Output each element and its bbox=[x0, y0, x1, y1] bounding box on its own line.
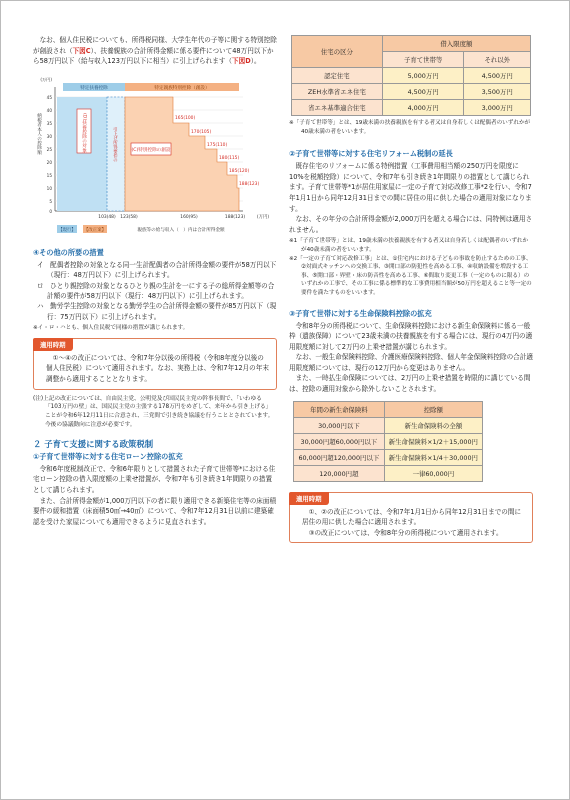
table-row bbox=[294, 417, 483, 433]
sub3-title: ③子育て世帯に対する生命保険料控除の拡充 bbox=[289, 308, 432, 318]
table-cell: 60,000円超120,000円以下 bbox=[294, 449, 385, 465]
section4-title: ④その他の所要の措置 bbox=[33, 247, 104, 257]
section4-item: ロ ひとり親控除の対象となるひとり親の生計を一にする子の総所得金額等の合計額の要件が58万円以下（現行：48万円以下）に引上げられます。 bbox=[37, 281, 275, 300]
deduction-chart-svg bbox=[33, 73, 277, 241]
table-cell: 3,000万円 bbox=[464, 100, 531, 116]
figure-ref-d: 下図D bbox=[232, 57, 251, 66]
label-d: (D)扶養控除の対象 bbox=[81, 112, 87, 153]
table-cell: 5,000万円 bbox=[382, 68, 464, 84]
legend-text: 親族等の給与収入（ ）内は合計所得金額 bbox=[137, 227, 225, 233]
right-column bbox=[289, 35, 533, 548]
table-cell: 新生命保険料の全額 bbox=[384, 417, 482, 433]
sub2-paragraph-1: 既存住宅のリフォームに係る特例措置（工事費用相当額の250万円を限度に10%を税額控除）について、令和7年も引き続き1年間限りの措置として講じられます。子育て世帯等*1が居住用家屋に一定の子育て対応改修工事*2を行い、令和7年1月1日から同年12月31日までの間に居住の用に供した場合の適用対象になります。 bbox=[289, 162, 532, 213]
y-tick-labels bbox=[40, 76, 52, 214]
sub3-paragraph-1: 令和8年分の所得税について、生命保険料控除における新生命保険料に係る一般枠（遺族保障）について23歳未満の扶養親族を有する場合には、現行の4万円の適用限度額に対して2万円の上乗せ措置が講じられます。 bbox=[289, 321, 533, 351]
deduction-chart bbox=[33, 73, 277, 241]
table-header: 年間の新生命保険料 bbox=[294, 401, 385, 417]
y-tick: 35 bbox=[46, 120, 52, 126]
y-tick: 45 bbox=[46, 94, 52, 100]
intro-text-3: ）。 bbox=[250, 57, 261, 66]
left-column bbox=[33, 35, 277, 527]
loan-limit-table bbox=[291, 35, 531, 116]
y-tick: 30 bbox=[46, 133, 52, 139]
x-tick: 188(123) bbox=[224, 214, 246, 220]
step-label: 165(100) bbox=[175, 115, 196, 121]
x-unit: (万円) bbox=[256, 214, 270, 220]
table-cell: 新生命保険料×1/2＋15,000円 bbox=[384, 433, 482, 449]
step-label: 188(123) bbox=[239, 181, 260, 187]
table-cell: 3,500万円 bbox=[464, 84, 531, 100]
insurance-deduction-table bbox=[293, 401, 483, 482]
table-cell: 省エネ基準適合住宅 bbox=[292, 100, 383, 116]
y-tick: 20 bbox=[46, 159, 52, 165]
sub2-note-2: ※2「一定の子育て対応改修工事」とは、①住宅内における子どもの事故を防止するための工事、②対面式キッチンへの交換工事、③開口部の防犯性を高める工事、④収納設備を増設する工事、⑤開口部・界壁・床の防音性を高める工事、⑥間取り変更工事（一定のものに限る）のいずれかの工事で、その工事に係る標準的な工事費用相当額が50万円を超えること等一定の要件を満たすものをいいます。 bbox=[289, 255, 532, 296]
table-cell: 認定住宅 bbox=[292, 68, 383, 84]
applicable-period-box-1 bbox=[33, 338, 277, 390]
step-label: 175(110) bbox=[207, 142, 228, 148]
applicable-period-text: ③の改正については、令和8年分の所得税について適用されます。 bbox=[308, 528, 503, 537]
x-tick: 160(95) bbox=[180, 214, 198, 220]
sub3-paragraph-3: また、一時払生命保険については、2万円の上乗せ措置を時限的に講じている間は、控除の適用対象から除外しないことされます。 bbox=[289, 374, 531, 394]
table-header: 借入限度額 bbox=[382, 36, 530, 52]
table1-note: ※「子育て世帯等」とは、19歳未満の扶養親族を有する者又は自身若しくは配偶者のいずれかが40歳未満の者をいいます。 bbox=[289, 120, 531, 135]
y-tick: 25 bbox=[46, 146, 52, 152]
sub1-paragraph-1: 令和6年度税制改正で、令和6年限りとして措置された子育て世帯等*における住宅ローン控除の借入限度額の上乗せ措置が、令和7年も引き続き1年間限りの措置として講じられます。 bbox=[33, 464, 276, 494]
step-label: 185(120) bbox=[229, 168, 250, 174]
intro-paragraph bbox=[33, 35, 277, 67]
intro-text-2: ）、扶養親族の合計所得金額に係る要件について48万円以下から58万円以下（給与収入123万円以下に相当）に引上げられます（ bbox=[33, 46, 274, 66]
sub1-paragraph-2: また、合計所得金額が1,000万円以下の者に限り適用できる新築住宅等の床面積要件の緩和措置（床面積50㎡→40㎡）について、令和7年12月31日以前に建築確認を受けた家屋についても適用できるように見直されます。 bbox=[33, 496, 277, 526]
table-row bbox=[292, 100, 531, 116]
y-tick: 5 bbox=[49, 198, 52, 204]
step-label: 180(115) bbox=[219, 155, 240, 161]
applicable-period-tag: 適用時期 bbox=[33, 338, 73, 351]
x-tick: 123(58) bbox=[120, 214, 138, 220]
table-cell: 4,000万円 bbox=[382, 100, 464, 116]
table-header: それ以外 bbox=[464, 52, 531, 68]
applicable-period-text: ①～④の改正については、令和7年分以後の所得税（令和8年度分以後の個人住民税）について適用されます。なお、実務上は、令和7年12月の年末調整から適用することとなります。 bbox=[46, 353, 269, 383]
table-header: 控除額 bbox=[384, 401, 482, 417]
x-tick-labels bbox=[98, 213, 269, 220]
header-label-current: 特定扶養控除 bbox=[80, 85, 108, 91]
y-tick: 10 bbox=[46, 185, 52, 191]
y-unit: (万円) bbox=[40, 76, 52, 82]
table-header: 子育て世帯等 bbox=[382, 52, 464, 68]
section4-item: ハ 勤労学生控除の対象となる勤労学生の合計所得金額の要件が85万円以下（現行：75万円以下）に引上げられます。 bbox=[37, 302, 277, 321]
header-label-new: 特定親族特別控除（創設） bbox=[154, 85, 210, 91]
table-row bbox=[292, 84, 531, 100]
table-cell: 30,000円超60,000円以下 bbox=[294, 433, 385, 449]
section4-item: イ 配偶者控除の対象となる同一生計配偶者の合計所得金額の要件が58万円以下（現行：48万円以下）に引上げられます。 bbox=[37, 260, 277, 280]
table-cell: 120,000円超 bbox=[294, 465, 385, 481]
applicable-period-box-2 bbox=[289, 492, 533, 544]
legend-current: 【現行】 bbox=[58, 227, 76, 233]
label-d2: 引上げ所得要件の bbox=[112, 126, 118, 162]
table-cell: 4,500万円 bbox=[382, 84, 464, 100]
section4-note: ※イ・ロ・ハとも、個人住民税で同様の措置が講じられます。 bbox=[33, 325, 189, 332]
table-cell: 一律60,000円 bbox=[384, 465, 482, 481]
y-tick: 40 bbox=[46, 107, 52, 113]
footnote: (注)上記の改正については、自由民主党、公明党及び国民民主党の幹事長間で、「いわゆる「103万円の壁」は、国民民主党の主張する178万円をめざして、来年から引き上げる」ことが令和6年12月11日に合意され、三党間で引き続き協議を行うこととされています。今後の協議動向に注意が必要です。 bbox=[33, 395, 274, 428]
x-tick: 103(48) bbox=[98, 214, 116, 220]
applicable-period-tag: 適用時期 bbox=[289, 492, 329, 505]
sub3-paragraph-2: なお、一般生命保険料控除、介護医療保険料控除、個人年金保険料控除の合計適用限度額については、現行の12万円から変更はありません。 bbox=[289, 353, 533, 372]
table-row bbox=[294, 465, 483, 481]
section2-title: ２ 子育て支援に関する政策税制 bbox=[33, 438, 154, 449]
table-cell: 新生命保険料×1/4＋30,000円 bbox=[384, 449, 482, 465]
figure-ref-c: 下図C bbox=[72, 46, 91, 55]
y-axis-label: 納税者本人の控除額 bbox=[36, 112, 42, 155]
intro-text-1: なお、個人住民税についても、所得税同様、大学生年代の子等に関する特別控除が創設され（ bbox=[33, 36, 277, 55]
sub2-paragraph-2: なお、その年分の合計所得金額が2,000万円を超える場合には、同特例は適用されません。 bbox=[289, 215, 533, 234]
sub1-title: ①子育て世帯等に対する住宅ローン控除の拡充 bbox=[33, 451, 183, 461]
applicable-period-text: ①、②の改正については、令和7年1月1日から同年12月31日までの間に居住の用に供した場合に適用されます。 bbox=[302, 507, 522, 527]
table-row bbox=[292, 68, 531, 84]
table-cell: ZEH水準省エネ住宅 bbox=[292, 84, 383, 100]
y-tick: 15 bbox=[46, 172, 52, 178]
sub2-note-1: ※1「子育て世帯等」とは、19歳未満の扶養親族を有する者又は自身若しくは配偶者のいずれかが40歳未満の者をいいます。 bbox=[289, 238, 529, 253]
sub2-title: ②子育て世帯等に対する住宅リフォーム税制の延長 bbox=[289, 149, 453, 159]
label-c: (C)特別控除の創設 bbox=[131, 147, 171, 153]
y-tick: 0 bbox=[49, 208, 52, 214]
table-header: 住宅の区分 bbox=[292, 36, 383, 68]
step-label: 170(105) bbox=[191, 129, 212, 135]
legend-reform: 【改正案】 bbox=[84, 227, 106, 233]
table-cell: 4,500万円 bbox=[464, 68, 531, 84]
table-cell: 30,000円以下 bbox=[294, 417, 385, 433]
table-row bbox=[294, 433, 483, 449]
table-row bbox=[294, 449, 483, 465]
